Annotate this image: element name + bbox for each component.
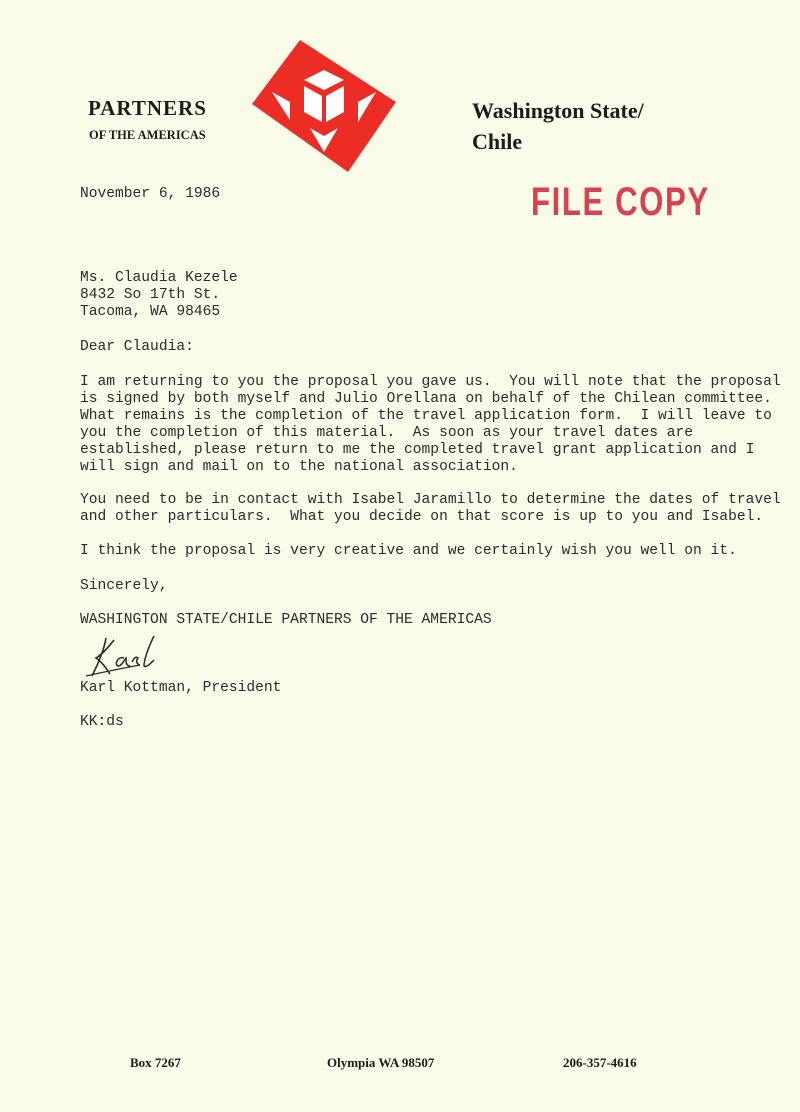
footer-city: Olympia WA 98507 xyxy=(327,1055,435,1070)
signing-organization: WASHINGTON STATE/CHILE PARTNERS OF THE AMERICAS xyxy=(80,612,492,628)
paragraph-line: You need to be in contact with Isabel Jaramillo to determine the dates of travel xyxy=(80,492,781,508)
org-name: PARTNERS xyxy=(88,96,207,120)
paragraph-line: you the completion of this material. As soon as your travel dates are xyxy=(80,425,694,441)
chapter-line-1: Washington State/ xyxy=(472,98,644,123)
paragraph-line: and other particulars. What you decide on that score is up to you and Isabel. xyxy=(80,509,764,525)
handwritten-signature xyxy=(84,632,170,680)
salutation: Dear Claudia: xyxy=(80,339,194,355)
paragraph-line: is signed by both myself and Julio Orellana on behalf of the Chilean committee. xyxy=(80,391,772,407)
chapter-line-2: Chile xyxy=(472,129,523,154)
recipient-city: Tacoma, WA 98465 xyxy=(80,304,221,320)
letter-date: November 6, 1986 xyxy=(80,186,221,202)
closing: Sincerely, xyxy=(80,578,168,594)
typist-initials: KK:ds xyxy=(80,714,124,730)
body-paragraph-3: I think the proposal is very creative and we certainly wish you well on it. xyxy=(80,543,737,559)
signer-name: Karl Kottman, President xyxy=(80,680,282,696)
file-copy-stamp: FILE COPY xyxy=(531,180,710,224)
paragraph-line: I am returning to you the proposal you gave us. You will note that the proposal xyxy=(80,374,781,390)
recipient-name: Ms. Claudia Kezele xyxy=(80,270,238,286)
paragraph-line: established, please return to me the completed travel grant application and I xyxy=(80,442,755,458)
paragraph-line: What remains is the completion of the travel application form. I will leave to xyxy=(80,408,772,424)
chapter-name xyxy=(472,95,644,157)
partners-logo-icon xyxy=(252,40,396,172)
footer-phone: 206-357-4616 xyxy=(563,1055,637,1070)
recipient-street: 8432 So 17th St. xyxy=(80,287,221,303)
footer-box: Box 7267 xyxy=(130,1055,181,1070)
paragraph-line: will sign and mail on to the national association. xyxy=(80,459,518,475)
recipient-address xyxy=(80,270,238,321)
body-paragraph-2 xyxy=(80,492,781,526)
body-paragraph-1 xyxy=(80,374,781,476)
org-subtitle: OF THE AMERICAS xyxy=(89,128,206,142)
